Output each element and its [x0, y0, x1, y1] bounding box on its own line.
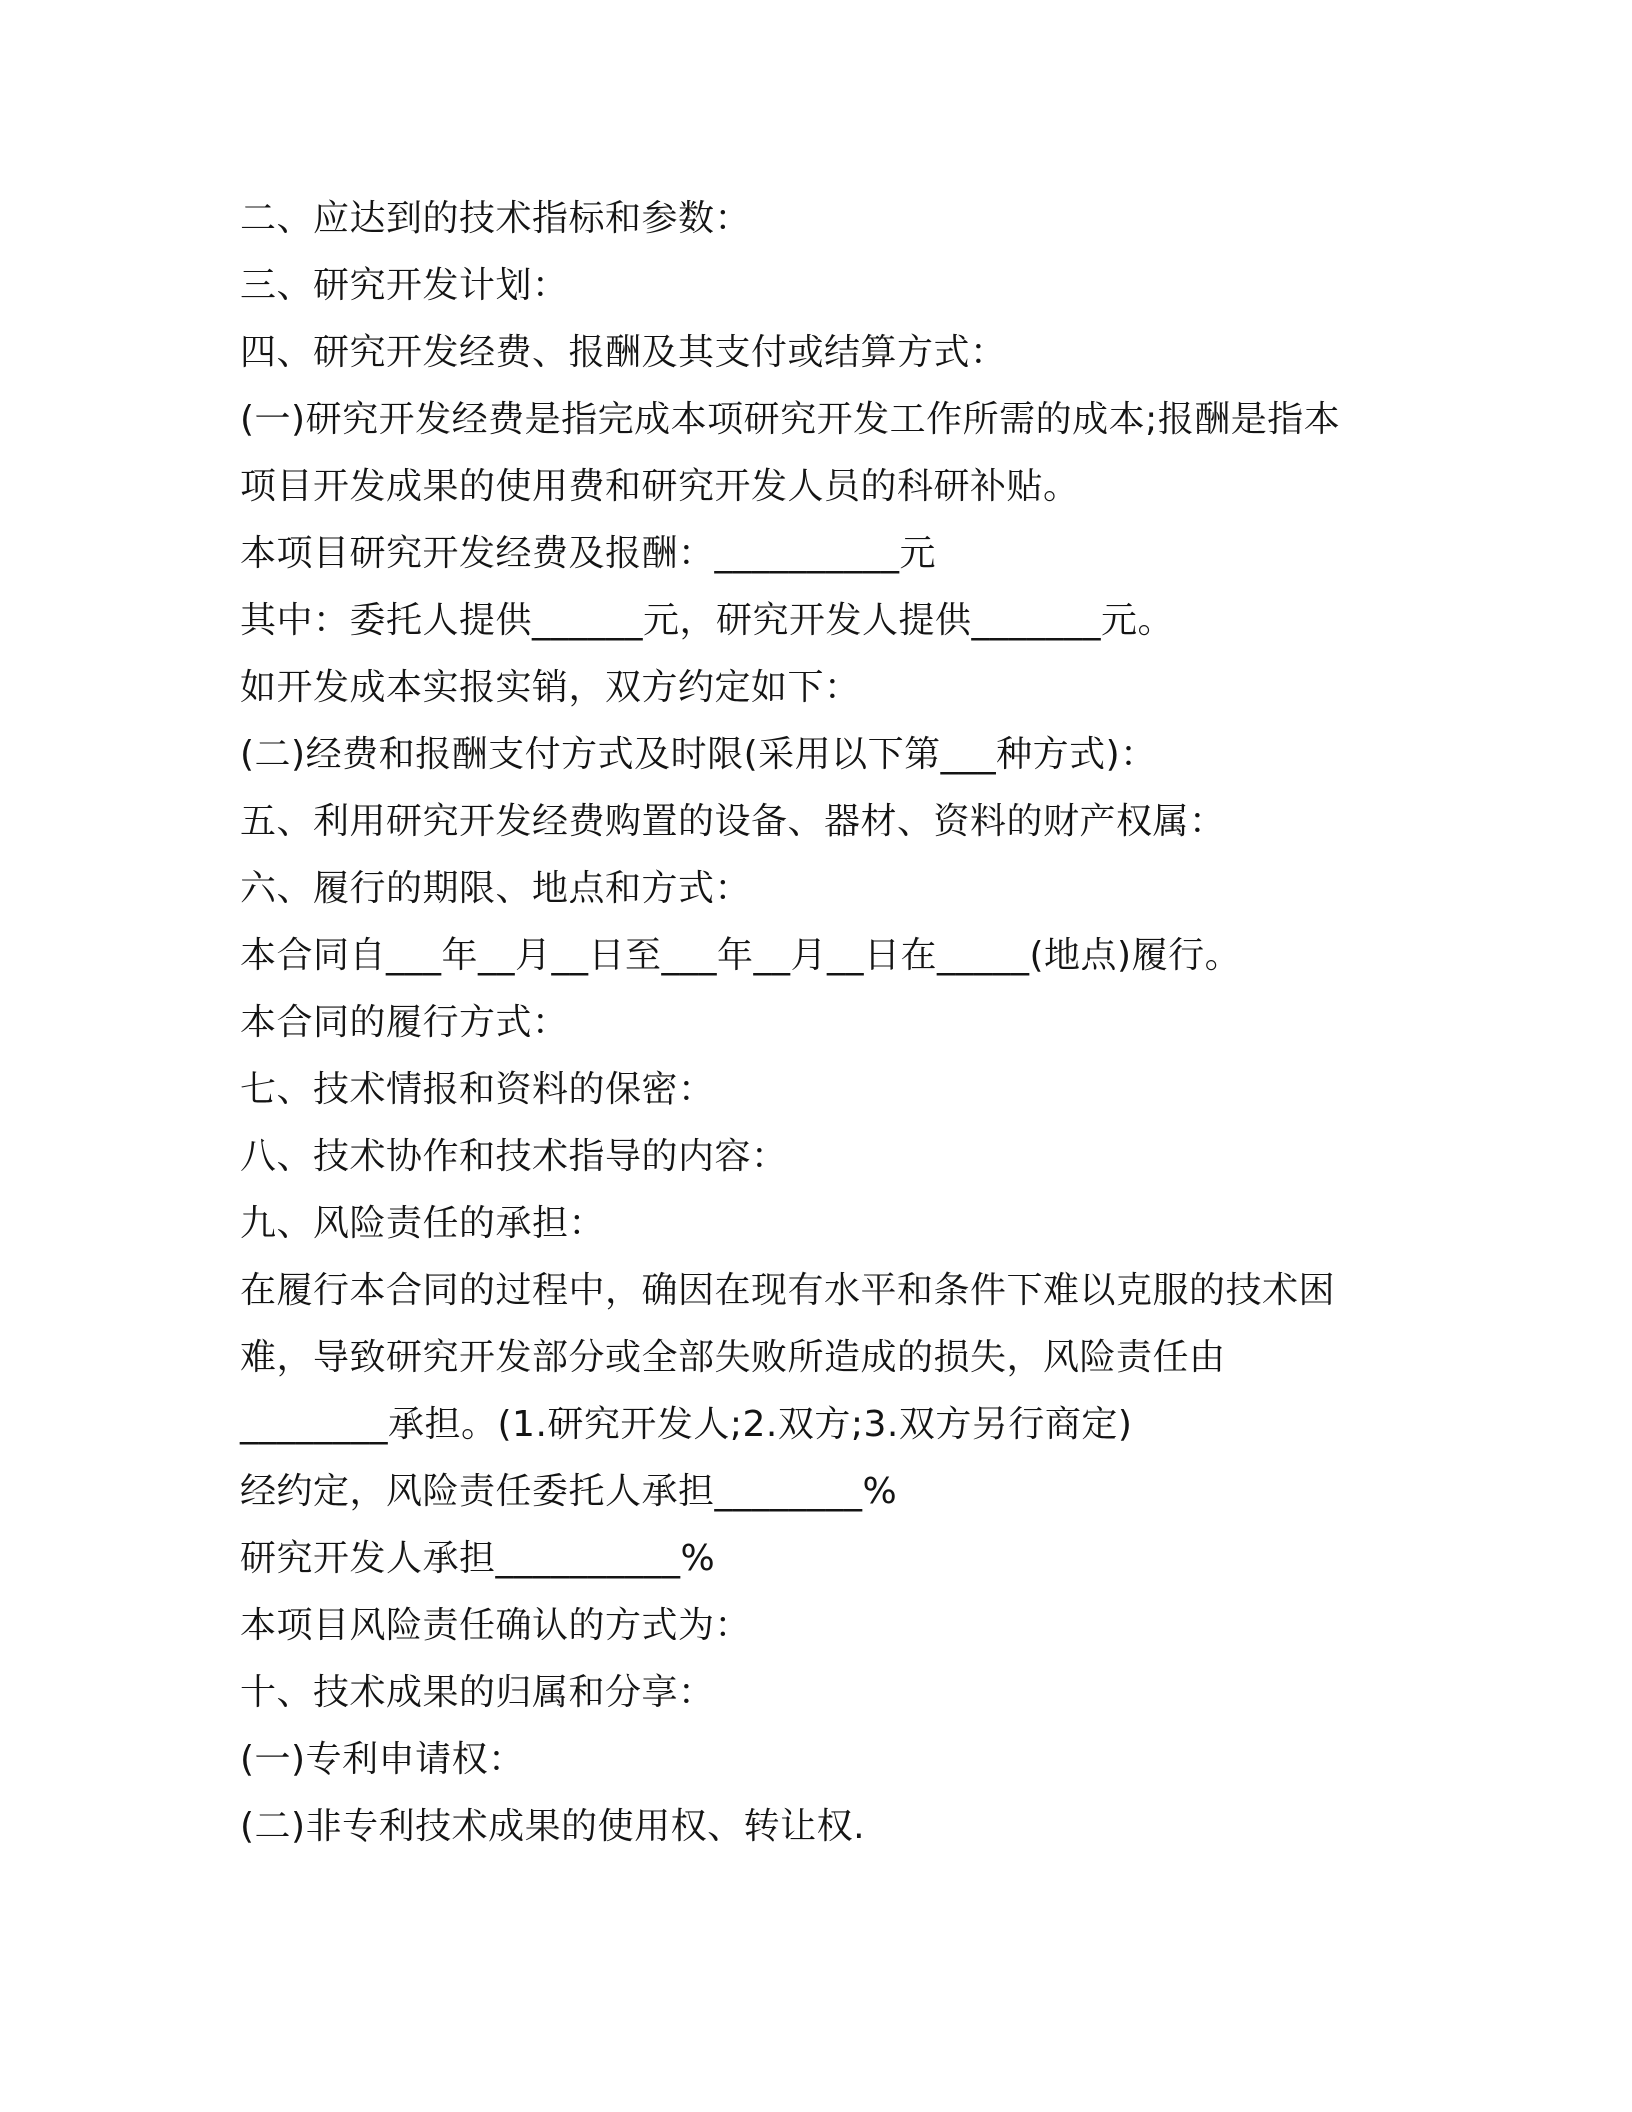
section-2-heading: 二、应达到的技术指标和参数： [240, 198, 752, 239]
paragraph-line: 本项目研究开发经费及报酬：__________元 [240, 533, 937, 574]
paragraph-line: (二)经费和报酬支付方式及时限(采用以下第___种方式)： [240, 734, 1157, 775]
section-6-heading: 六、履行的期限、地点和方式： [240, 868, 752, 909]
section-4-heading: 四、研究开发经费、报酬及其支付或结算方式： [240, 332, 1007, 373]
paragraph-line: (二)非专利技术成果的使用权、转让权. [240, 1806, 866, 1847]
section-7-heading: 七、技术情报和资料的保密： [240, 1069, 715, 1110]
paragraph-line: 难，导致研究开发部分或全部失败所造成的损失，风险责任由 [240, 1337, 1226, 1378]
paragraph-line: 其中：委托人提供______元，研究开发人提供_______元。 [240, 600, 1175, 641]
section-9-heading: 九、风险责任的承担： [240, 1203, 606, 1244]
section-8-heading: 八、技术协作和技术指导的内容： [240, 1136, 788, 1177]
paragraph-line: 项目开发成果的使用费和研究开发人员的科研补贴。 [240, 466, 1080, 507]
paragraph-line: 如开发成本实报实销，双方约定如下： [240, 667, 861, 708]
section-5-heading: 五、利用研究开发经费购置的设备、器材、资料的财产权属： [240, 801, 1226, 842]
section-10-heading: 十、技术成果的归属和分享： [240, 1672, 715, 1713]
paragraph-line: 研究开发人承担__________% [240, 1538, 716, 1579]
section-3-heading: 三、研究开发计划： [240, 265, 569, 306]
paragraph-line: 本合同自___年__月__日至___年__月__日在_____(地点)履行。 [240, 935, 1242, 976]
paragraph-line: 本项目风险责任确认的方式为： [240, 1605, 752, 1646]
document-body [240, 185, 1400, 1860]
paragraph-line: 经约定，风险责任委托人承担________% [240, 1471, 898, 1512]
paragraph-line: (一)专利申请权： [240, 1739, 525, 1780]
paragraph-line: (一)研究开发经费是指完成本项研究开发工作所需的成本;报酬是指本 [240, 399, 1341, 440]
paragraph-line: 本合同的履行方式： [240, 1002, 569, 1043]
paragraph-line: ________承担。(1.研究开发人;2.双方;3.双方另行商定) [240, 1404, 1133, 1445]
paragraph-line: 在履行本合同的过程中，确因在现有水平和条件下难以克服的技术困 [240, 1270, 1336, 1311]
